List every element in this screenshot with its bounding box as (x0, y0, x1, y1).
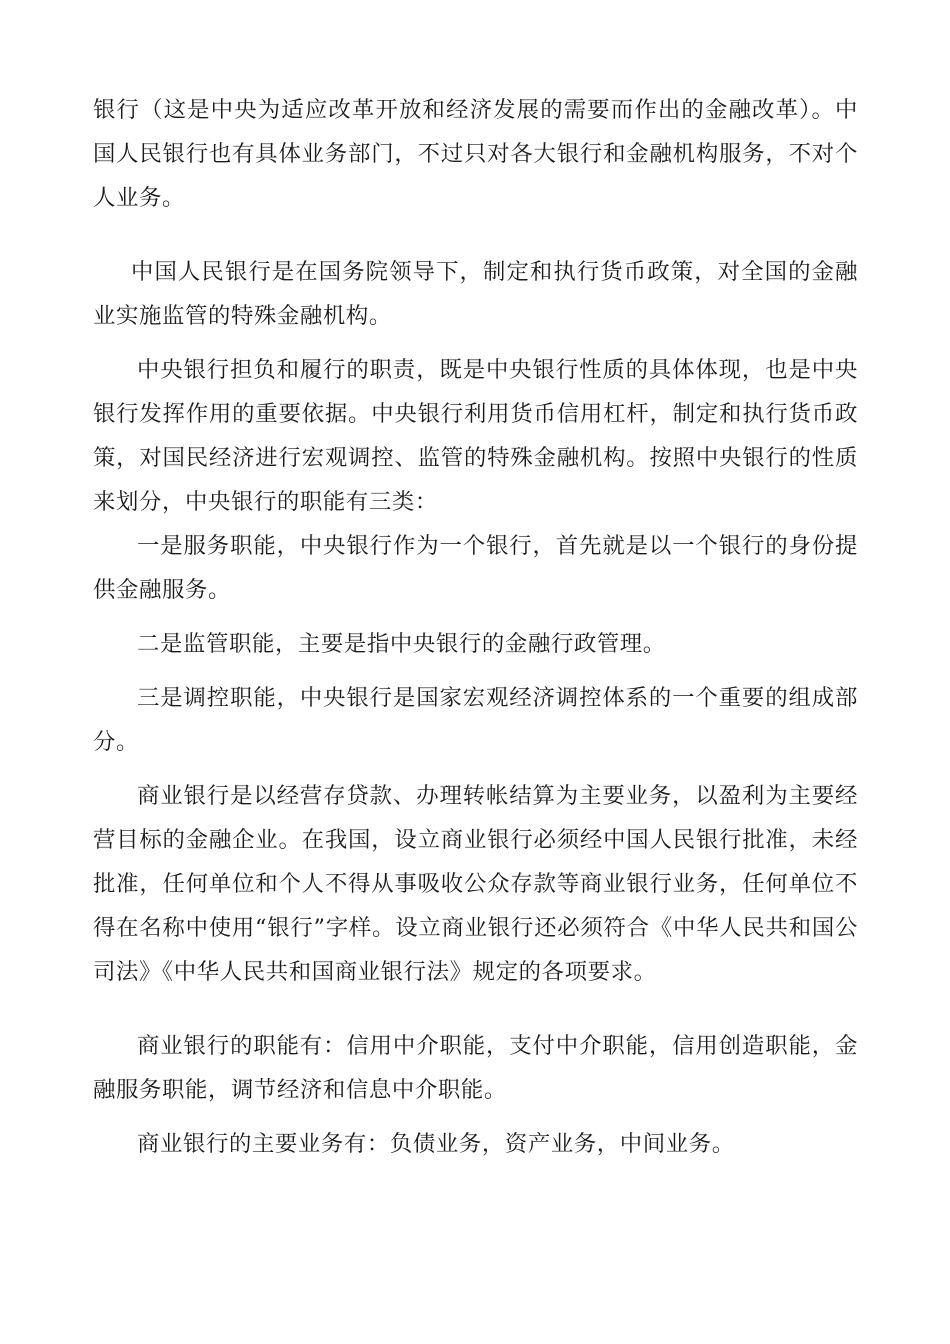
document-body (93, 88, 858, 1166)
paragraph-6: 三是调控职能，中央银行是国家宏观经济调控体系的一个重要的组成部分。 (93, 685, 858, 755)
paragraph-8: 商业银行的职能有：信用中介职能，支付中介职能，信用创造职能，金融服务职能，调节经济和信息中介职能。 (93, 1033, 858, 1103)
paragraph-5: 二是监管职能，主要是指中央银行的金融行政管理。 (137, 631, 666, 657)
paragraph-4: 一是服务职能，中央银行作为一个银行，首先就是以一个银行的身份提供金融服务。 (93, 533, 858, 603)
paragraph-7: 商业银行是以经营存贷款、办理转帐结算为主要业务，以盈利为主要经营目标的金融企业。在我国，设立商业银行必须经中国人民银行批准，未经批准，任何单位和个人不得从事吸收公众存款等商业银行业务，任何单位不得在名称中使用“银行”字样。设立商业银行还必须符合《中华人民共和国公司法》《中华人民共和国商业银行法》规定的各项要求。 (93, 783, 858, 985)
paragraph-9: 商业银行的主要业务有：负债业务，资产业务，中间业务。 (137, 1131, 735, 1157)
paragraph-3: 中央银行担负和履行的职责，既是中央银行性质的具体体现，也是中央银行发挥作用的重要依据。中央银行利用货币信用杠杆，制定和执行货币政策，对国民经济进行宏观调控、监管的特殊金融机构。按照中央银行的性质来划分，中央银行的职能有三类： (93, 357, 858, 515)
paragraph-2: 中国人民银行是在国务院领导下，制定和执行货币政策，对全国的金融业实施监管的特殊金融机构。 (93, 259, 858, 329)
paragraph-1: 银行（这是中央为适应改革开放和经济发展的需要而作出的金融改革）。中国人民银行也有具体业务部门，不过只对各大银行和金融机构服务，不对个人业务。 (93, 97, 858, 211)
